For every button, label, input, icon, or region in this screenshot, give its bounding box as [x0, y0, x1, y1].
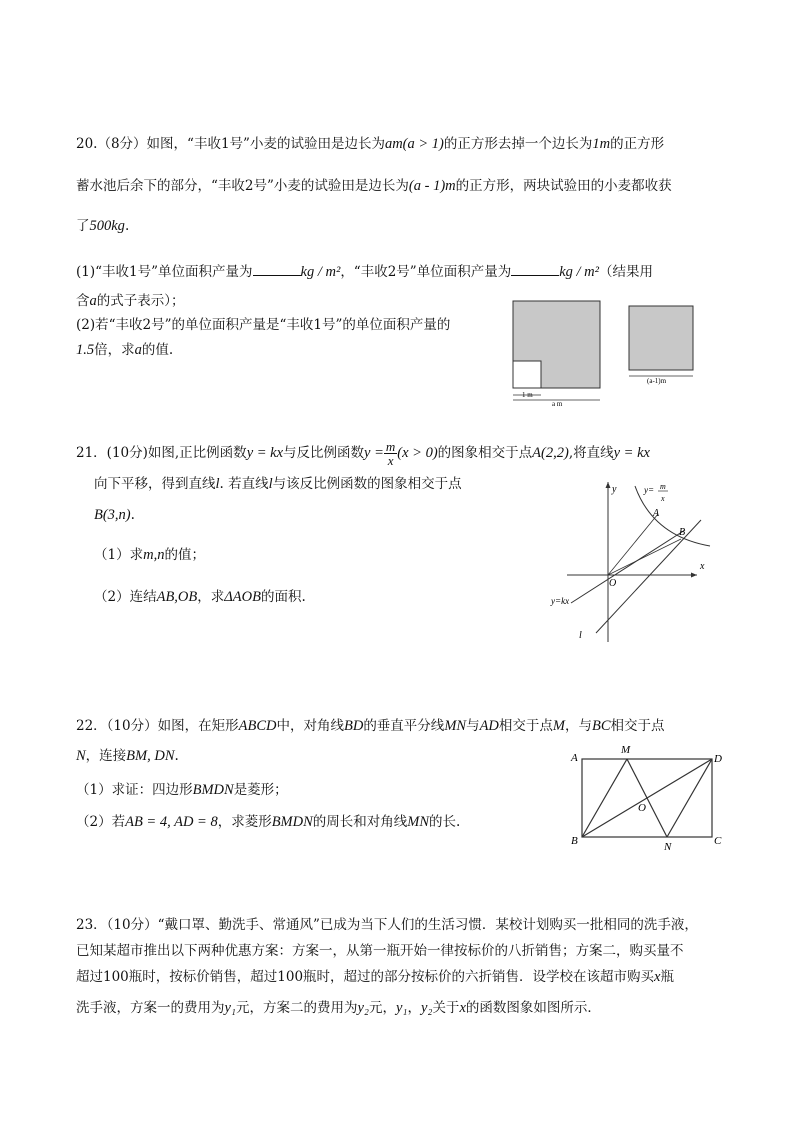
- q23-math: y₂: [420, 1000, 433, 1016]
- q20-text: 的式子表示）；: [96, 293, 185, 309]
- q23-text: 23．（10分）“戴口罩、勤洗手、常通风”已成为当下人们的生活习惯．某校计划购买一批相同的洗手液，: [76, 917, 698, 933]
- q23-text: 元，: [368, 1000, 396, 1016]
- q22-text: 的周长和对角线: [312, 814, 408, 830]
- q23-text: 关于: [432, 1000, 460, 1016]
- q20-math: kg / m²: [300, 264, 341, 280]
- q21-text: .: [130, 507, 135, 523]
- q22-math: BMDN: [192, 782, 234, 798]
- q20-text: 倍，求: [94, 342, 135, 358]
- q22-text: 相交于点: [610, 718, 665, 734]
- q23-math: y₁: [224, 1000, 236, 1016]
- q22-math: MN: [407, 814, 430, 830]
- q21-math: A(2,2): [532, 445, 569, 461]
- label-am: a m: [552, 400, 563, 408]
- q21-math: l: [268, 476, 273, 492]
- q21-text: 的值；: [164, 547, 205, 563]
- answer-blank: [253, 261, 301, 276]
- q21-text: 的图象相交于点: [437, 445, 533, 461]
- y-axis-arrow-icon: [606, 482, 611, 488]
- fraction-m-over-x: [384, 440, 397, 467]
- point-O-label: O: [638, 802, 646, 814]
- q21-line1: [76, 440, 650, 467]
- segment-MN: [627, 759, 667, 837]
- hyperbola-label: y=: [644, 485, 655, 495]
- q20-part1-line2: [76, 291, 185, 311]
- q20-text: (2)若“丰收2号”的单位面积产量是“丰收1号”的单位面积产量的: [76, 317, 451, 333]
- point-M-label: M: [621, 744, 631, 756]
- q22-math: AD: [479, 718, 499, 734]
- q22-part1: [76, 780, 288, 800]
- q20-math: a: [89, 293, 97, 309]
- q22-text: ，求菱形: [217, 814, 272, 830]
- q20-math: kg / m²: [559, 264, 600, 280]
- line-l-label: l: [579, 630, 582, 641]
- q20-math: 500kg: [89, 218, 125, 234]
- label-1m: 1 m: [522, 391, 533, 399]
- q21-math: l: [215, 476, 220, 492]
- q21-math: m,n: [143, 547, 165, 563]
- vertex-D-label: D: [714, 753, 722, 765]
- x-axis-label: x: [700, 561, 705, 572]
- q22-text: 与: [466, 718, 480, 734]
- q21-line3: [94, 505, 135, 525]
- q21-math: B(3,n): [94, 507, 131, 523]
- q20-math: 1.5: [76, 342, 95, 358]
- q23-text: 的函数图象如图所示．: [465, 1000, 601, 1016]
- q22-text: （1）求证：四边形: [76, 782, 193, 798]
- q20-text: .: [124, 218, 130, 234]
- segment-OB: [608, 539, 681, 575]
- label-a-minus-1: (a-1)m: [647, 377, 667, 385]
- q21-math: ΔAOB: [224, 589, 261, 605]
- q21-text: 向下平移，得到直线: [94, 476, 216, 492]
- x-axis-arrow-icon: [691, 573, 697, 578]
- q20-text: 的正方形，两块试验田的小麦都收获: [455, 178, 672, 194]
- q22-math: AB = 4, AD = 8: [125, 814, 218, 830]
- hyperbola-label-denominator: x: [661, 494, 665, 503]
- segment-OA: [608, 514, 658, 575]
- q23-text: 瓶: [660, 969, 674, 985]
- q20-line1: [76, 134, 664, 154]
- q22-math: BC: [592, 718, 611, 734]
- q20-text: 了: [76, 218, 90, 234]
- q22-part2: [76, 812, 460, 832]
- q23-math: y₂: [357, 1000, 369, 1016]
- y-axis-label: y: [612, 484, 617, 495]
- q23-text: 元，方案二的费用为: [235, 1000, 358, 1016]
- point-A-label: A: [653, 508, 660, 519]
- q22-figure: [566, 740, 736, 852]
- q22-text: 是菱形；: [233, 782, 288, 798]
- q22-text: 相交于点: [498, 718, 553, 734]
- pond-square: [513, 361, 541, 388]
- q23-line1: [76, 915, 698, 935]
- vertex-B-label: B: [571, 835, 578, 847]
- q21-text: 与该反比例函数的图象相交于点: [272, 476, 462, 492]
- segment-BM: [582, 759, 627, 837]
- q21-math: y = kx: [613, 445, 650, 461]
- q20-text: 20.（8分）如图，“丰收1号”小麦的试验田是边长为: [76, 136, 385, 152]
- q21-part1: [94, 545, 205, 565]
- q22-text: .: [174, 748, 179, 764]
- q20-text: 蓄水池后余下的部分，“丰收2号”小麦的试验田是边长为: [76, 178, 409, 194]
- q22-text: 22．（10分）如图，在矩形: [76, 718, 239, 734]
- hyperbola-curve: [635, 486, 710, 546]
- q20-part2-line1: [76, 315, 450, 335]
- q21-text: 的面积.: [260, 589, 306, 605]
- q21-line2: [94, 474, 462, 494]
- q22-text: 中，对角线: [276, 718, 344, 734]
- q20-line2: [76, 176, 672, 196]
- q23-line3: [76, 967, 674, 987]
- answer-blank: [511, 261, 559, 276]
- q20-math: a: [134, 342, 142, 358]
- q22-text: 的长.: [429, 814, 461, 830]
- q20-text: ，“丰收2号”单位面积产量为: [340, 264, 512, 280]
- q20-line3: [76, 216, 129, 236]
- q20-text: 的值.: [141, 342, 174, 358]
- fraction-numerator: m: [385, 439, 396, 454]
- q23-text: 超过100瓶时，按标价销售，超过100瓶时，超过的部分按标价的六折销售．设学校在该超市购买: [76, 969, 655, 985]
- q21-text: （1）求: [94, 547, 144, 563]
- q21-math: y =: [364, 445, 384, 461]
- q22-math: BM, DN: [126, 748, 175, 764]
- q22-line2: [76, 746, 179, 766]
- vertex-C-label: C: [714, 835, 722, 847]
- q23-text: 已知某超市推出以下两种优惠方案：方案一，从第一瓶开始一律按标价的八折销售；方案二，购买量不: [76, 943, 684, 959]
- q21-text: （2）连结: [94, 589, 157, 605]
- q21-figure: [545, 478, 715, 646]
- q21-text: ,将直线: [568, 445, 614, 461]
- q23-line2: [76, 941, 684, 961]
- q22-math: MN: [444, 718, 467, 734]
- q21-math: AB,OB: [156, 589, 198, 605]
- q22-text: ，连接: [85, 748, 127, 764]
- q23-math: x: [459, 1000, 466, 1016]
- q22-text: 的垂直平分线: [363, 718, 445, 734]
- point-N-label: N: [664, 841, 672, 852]
- q22-math: BD: [343, 718, 364, 734]
- q22-text: （2）若: [76, 814, 126, 830]
- q20-math: 1m: [592, 136, 611, 152]
- q23-text: 洗手液，方案一的费用为: [76, 1000, 225, 1016]
- segment-ND: [667, 759, 712, 837]
- q23-math: x: [654, 969, 661, 985]
- q22-line1: [76, 716, 665, 736]
- line-kx-label: y=kx: [551, 596, 570, 606]
- q20-text: 含: [76, 293, 90, 309]
- q22-text: ，与: [565, 718, 592, 734]
- q20-text: （结果用: [599, 264, 654, 280]
- q23-line4: [76, 998, 601, 1018]
- vertex-A-label: A: [571, 752, 578, 764]
- q20-text: 的正方形去掉一个边长为: [443, 136, 593, 152]
- q23-text: ，: [407, 1000, 421, 1016]
- hyperbola-label-numerator: m: [660, 482, 666, 491]
- q21-text: 与反比例函数: [283, 445, 365, 461]
- q20-math: (a - 1)m: [408, 178, 456, 194]
- point-B-label: B: [679, 527, 686, 538]
- origin-label: O: [609, 578, 617, 589]
- fraction-denominator: x: [387, 453, 394, 468]
- q21-math: y = kx: [246, 445, 284, 461]
- q20-part1-line1: [76, 261, 653, 282]
- q20-figure: [505, 296, 705, 408]
- q21-math: (x > 0): [397, 445, 438, 461]
- q22-math: M: [552, 718, 565, 734]
- q20-text: 的正方形: [610, 136, 665, 152]
- q22-math: N: [76, 748, 86, 764]
- q22-math: ABCD: [238, 718, 277, 734]
- small-field-square: [629, 306, 693, 370]
- line-y-kx: [571, 530, 685, 603]
- q21-text: . 若直线: [219, 476, 269, 492]
- q23-math: y₁: [395, 1000, 408, 1016]
- q21-text: 21．(10分)如图,正比例函数: [76, 445, 247, 461]
- q22-math: BMDN: [271, 814, 313, 830]
- q21-part2: [94, 587, 306, 607]
- q21-text: ，求: [197, 589, 225, 605]
- q20-part2-line2: [76, 340, 173, 360]
- q20-text: (1)“丰收1号”单位面积产量为: [76, 264, 253, 280]
- q20-math: am(a > 1): [384, 136, 444, 152]
